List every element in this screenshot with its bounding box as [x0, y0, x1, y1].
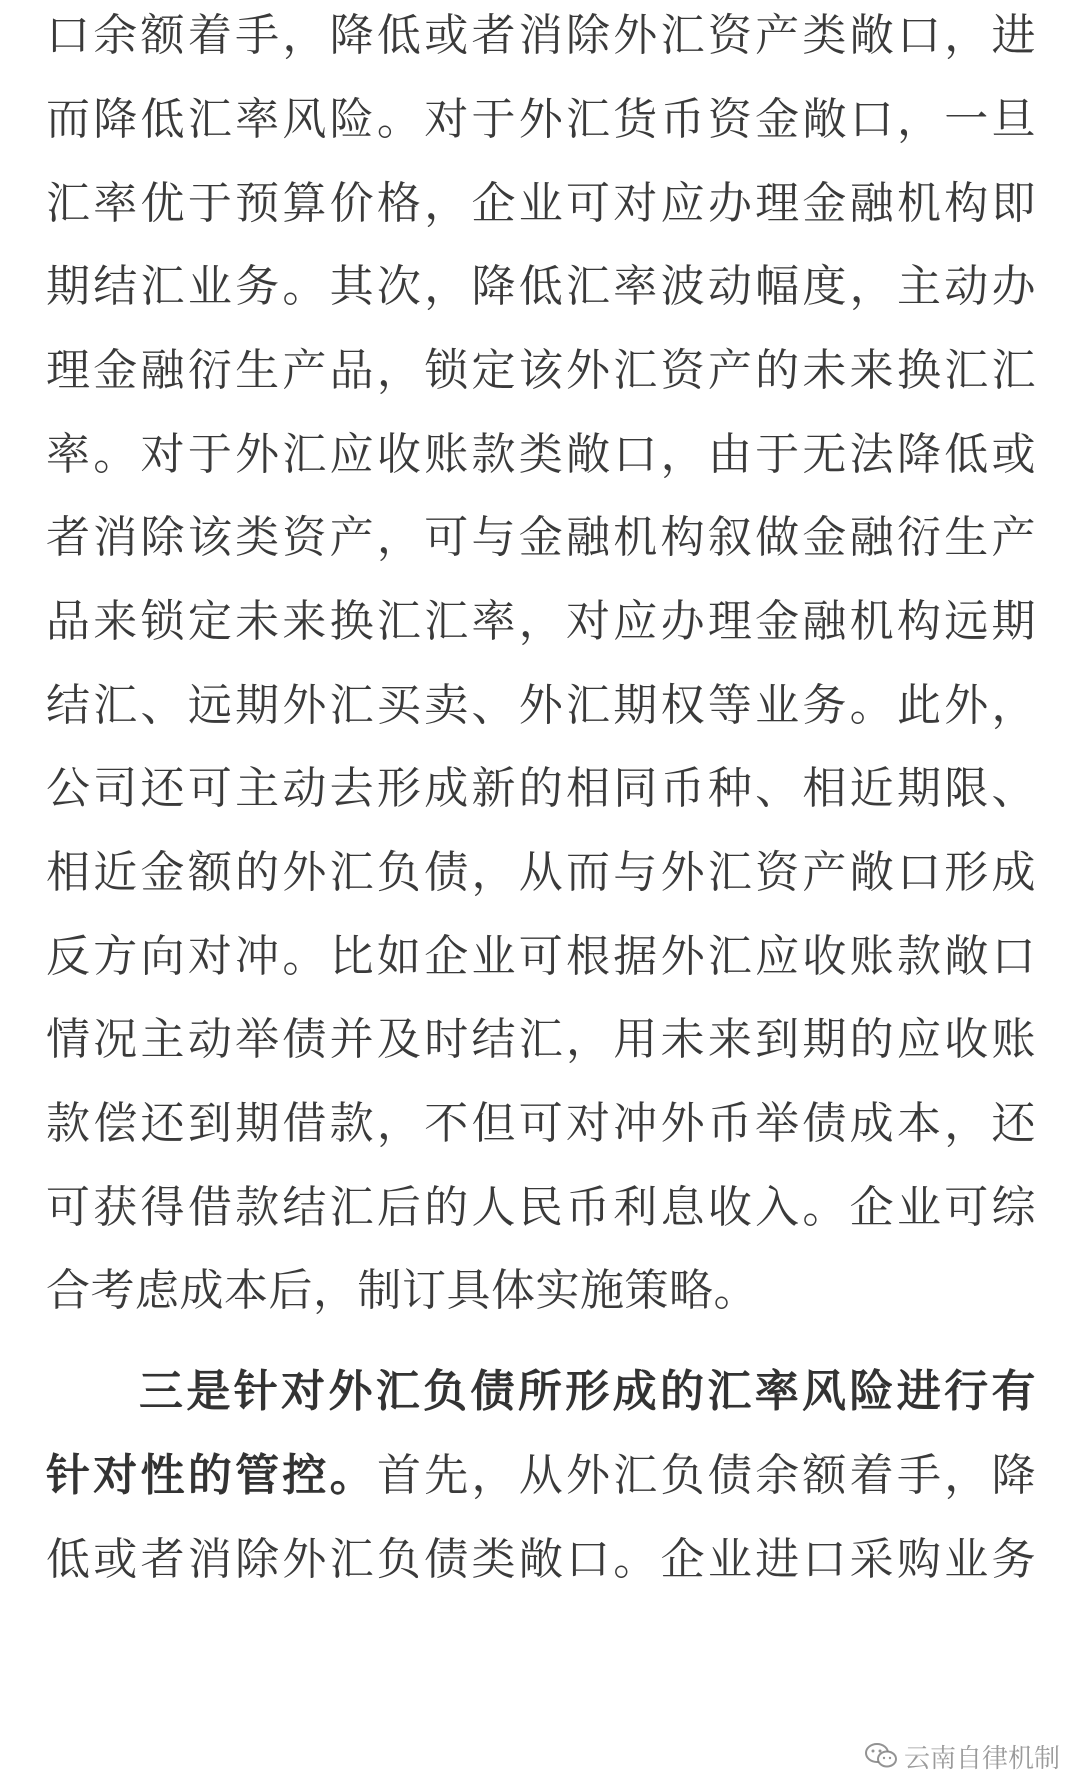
watermark	[864, 1736, 1060, 1776]
text-line: 款偿还到期借款，不但可对冲外币举债成本，还	[46, 1098, 1036, 1149]
text-line: 期结汇业务。其次，降低汇率波动幅度，主动办	[46, 261, 1036, 312]
text-line: 汇率优于预算价格，企业可对应办理金融机构即	[46, 178, 1036, 229]
mixed-line	[46, 1446, 1036, 1506]
text-line: 合考虑成本后，制订具体实施策略。	[46, 1265, 758, 1316]
section-heading-tail: 针对性的管控。	[46, 1450, 377, 1501]
text-line: 可获得借款结汇后的人民币利息收入。企业可综	[46, 1182, 1036, 1233]
text-line: 公司还可主动去形成新的相同币种、相近期限、	[46, 763, 1036, 814]
text-line: 理金融衍生产品，锁定该外汇资产的未来换汇汇	[46, 345, 1036, 396]
watermark-text: 云南自律机制	[903, 1743, 1060, 1774]
text-line: 者消除该类资产，可与金融机构叙做金融衍生产	[46, 512, 1036, 563]
text-line: 口余额着手，降低或者消除外汇资产类敞口，进	[46, 10, 1036, 61]
text-span: 首先，从外汇负债余额着手，降	[376, 1450, 1037, 1501]
text-line: 品来锁定未来换汇汇率，对应办理金融机构远期	[46, 596, 1036, 647]
section-heading-line: 三是针对外汇负债所形成的汇率风险进行有	[139, 1366, 1036, 1417]
text-line: 反方向对冲。比如企业可根据外汇应收账款敞口	[46, 931, 1036, 982]
wechat-icon	[864, 1742, 898, 1770]
text-line: 情况主动举债并及时结汇，用未来到期的应收账	[46, 1014, 1036, 1065]
text-line: 而降低汇率风险。对于外汇货币资金敞口，一旦	[46, 94, 1036, 145]
text-line: 相近金额的外汇负债，从而与外汇资产敞口形成	[46, 847, 1036, 898]
text-line: 低或者消除外汇负债类敞口。企业进口采购业务	[46, 1534, 1036, 1585]
text-line: 率。对于外汇应收账款类敞口，由于无法降低或	[46, 429, 1036, 480]
text-line: 结汇、远期外汇买卖、外汇期权等业务。此外，	[46, 680, 1036, 731]
